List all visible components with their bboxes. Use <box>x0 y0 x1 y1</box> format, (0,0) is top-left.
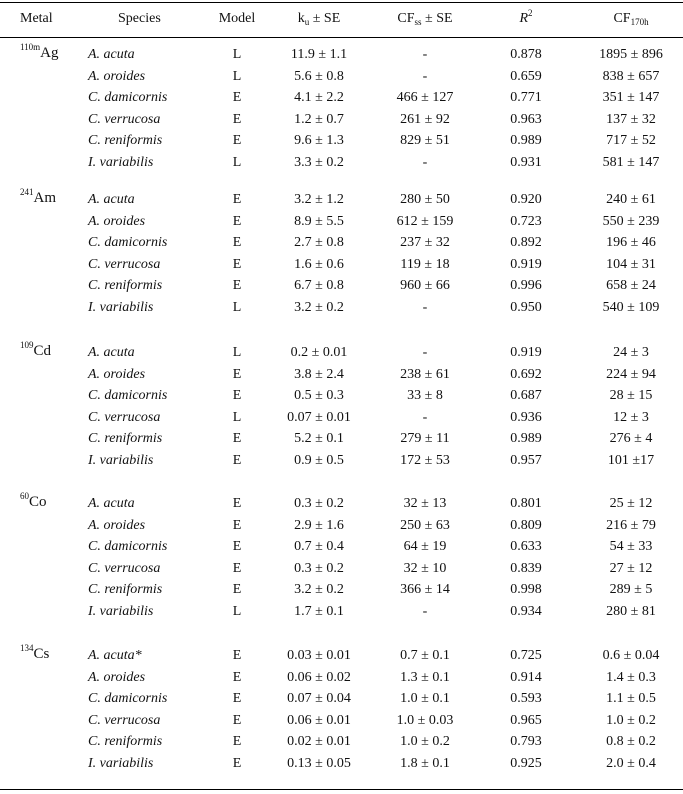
cfss-cell: 33 ± 8 <box>407 388 443 403</box>
ku-cell: 0.03 ± 0.01 <box>287 648 351 663</box>
model-cell: L <box>232 409 242 425</box>
cfss-cell: 237 ± 32 <box>400 235 450 250</box>
r2-cell: 0.687 <box>510 388 542 403</box>
cfss-cell: 172 ± 53 <box>400 452 450 468</box>
header-cf170h-main: CF <box>613 11 631 26</box>
ku-cell: 2.7 ± 0.8 <box>294 235 344 250</box>
ku-cell: 0.3 ± 0.2 <box>294 560 344 576</box>
r2-cell: 0.957 <box>510 452 542 468</box>
cf170h-cell: 104 ± 31 <box>606 256 656 272</box>
table-top-rule <box>0 2 683 3</box>
species-cell: I. variabilis <box>88 154 154 170</box>
cfss-cell: 261 ± 92 <box>400 111 450 127</box>
cf170h-cell: 25 ± 12 <box>609 496 653 511</box>
species-cell: C. damicornis <box>88 388 168 403</box>
header-cfss-tail: ± SE <box>421 11 453 26</box>
model-cell: E <box>232 133 242 148</box>
header-species: Species <box>118 11 161 26</box>
cf170h-cell: 1895 ± 896 <box>599 47 663 62</box>
model-cell: E <box>232 734 242 749</box>
r2-cell: 0.919 <box>510 345 542 360</box>
model-cell: E <box>232 582 242 597</box>
cfss-cell: - <box>422 47 428 62</box>
metal-mass-number: 134 <box>20 643 34 653</box>
header-cfss-sub: ss <box>414 17 422 27</box>
header-ku-main: k <box>297 11 305 26</box>
r2-cell: 0.659 <box>510 68 542 84</box>
species-cell: C. verrucosa <box>88 712 161 728</box>
cf170h-cell: 1.1 ± 0.5 <box>606 691 656 706</box>
model-cell: E <box>232 648 242 663</box>
r2-cell: 0.723 <box>510 213 542 229</box>
species-cell: C. damicornis <box>88 691 168 706</box>
cf170h-cell: 27 ± 12 <box>609 560 653 576</box>
ku-cell: 3.2 ± 0.2 <box>294 582 344 597</box>
model-cell: E <box>232 539 242 554</box>
ku-cell: 0.5 ± 0.3 <box>294 388 344 403</box>
cf170h-cell: 2.0 ± 0.4 <box>606 755 656 771</box>
ku-cell: 1.6 ± 0.6 <box>294 256 344 272</box>
metal-element: Co <box>29 494 47 510</box>
cfss-cell: 119 ± 18 <box>400 256 450 272</box>
species-cell: A. oroides <box>88 517 146 533</box>
r2-cell: 0.996 <box>510 278 542 293</box>
cf170h-cell: 289 ± 5 <box>609 582 653 597</box>
header-ku-sub: u <box>304 17 310 27</box>
header-r2 <box>519 10 532 28</box>
ku-cell: 8.9 ± 5.5 <box>294 213 344 229</box>
cfss-cell: - <box>422 154 428 170</box>
cf170h-cell: 280 ± 81 <box>606 603 656 619</box>
model-cell: E <box>232 235 242 250</box>
r2-cell: 0.878 <box>510 47 542 62</box>
header-cf170h <box>613 10 648 28</box>
cfss-cell: 64 ± 19 <box>403 539 447 554</box>
metal-label <box>20 43 59 63</box>
model-cell: E <box>232 431 242 446</box>
metal-label <box>20 188 56 208</box>
r2-cell: 0.809 <box>510 517 542 533</box>
ku-cell: 0.13 ± 0.05 <box>287 755 351 771</box>
model-cell: L <box>232 68 242 84</box>
model-cell: E <box>232 366 242 382</box>
cf170h-cell: 838 ± 657 <box>602 68 660 84</box>
header-ku <box>298 10 341 28</box>
r2-cell: 0.965 <box>510 712 542 728</box>
model-cell: L <box>232 47 242 62</box>
cf170h-cell: 12 ± 3 <box>613 409 649 425</box>
model-cell: L <box>232 345 242 360</box>
cf170h-cell: 137 ± 32 <box>606 111 656 127</box>
model-cell: L <box>232 299 242 315</box>
model-cell: E <box>232 278 242 293</box>
species-cell: C. verrucosa <box>88 111 161 127</box>
cf170h-cell: 28 ± 15 <box>609 388 653 403</box>
species-cell: C. reniformis <box>88 278 163 293</box>
cfss-cell: - <box>422 409 428 425</box>
species-cell: C. damicornis <box>88 90 168 105</box>
cf170h-cell: 24 ± 3 <box>613 345 649 360</box>
cfss-cell: 466 ± 127 <box>396 90 454 105</box>
r2-cell: 0.934 <box>510 603 542 619</box>
ku-cell: 5.2 ± 0.1 <box>294 431 344 446</box>
cfss-cell: 32 ± 13 <box>403 496 447 511</box>
species-cell: C. verrucosa <box>88 256 161 272</box>
metal-element: Cd <box>33 343 52 359</box>
ku-cell: 0.02 ± 0.01 <box>287 734 351 749</box>
species-cell: C. verrucosa <box>88 409 161 425</box>
ku-cell: 3.2 ± 1.2 <box>294 192 344 207</box>
species-cell: A. acuta <box>88 345 135 360</box>
metal-mass-number: 110m <box>20 42 41 52</box>
ku-cell: 0.2 ± 0.01 <box>290 345 348 360</box>
cf170h-cell: 351 ± 147 <box>602 90 660 105</box>
cfss-cell: - <box>422 345 428 360</box>
species-cell: C. reniformis <box>88 734 163 749</box>
cf170h-cell: 101 ±17 <box>607 452 655 468</box>
species-cell: I. variabilis <box>88 755 154 771</box>
species-cell: A. acuta <box>88 496 135 511</box>
r2-cell: 0.931 <box>510 154 542 170</box>
species-cell: A. oroides <box>88 213 146 229</box>
cf170h-cell: 658 ± 24 <box>606 278 656 293</box>
cfss-cell: 960 ± 66 <box>400 278 450 293</box>
ku-cell: 0.7 ± 0.4 <box>294 539 344 554</box>
cf170h-cell: 717 ± 52 <box>606 133 656 148</box>
cfss-cell: 1.8 ± 0.1 <box>400 755 450 771</box>
cfss-cell: - <box>422 299 428 315</box>
model-cell: E <box>232 213 242 229</box>
species-cell: I. variabilis <box>88 299 154 315</box>
model-cell: E <box>232 496 242 511</box>
ku-cell: 4.1 ± 2.2 <box>294 90 344 105</box>
r2-cell: 0.989 <box>510 431 542 446</box>
r2-cell: 0.919 <box>510 256 542 272</box>
r2-cell: 0.839 <box>510 560 542 576</box>
cfss-cell: 1.0 ± 0.2 <box>400 734 450 749</box>
header-cfss-main: CF <box>397 11 415 26</box>
cfss-cell: 0.7 ± 0.1 <box>400 648 450 663</box>
cfss-cell: 1.3 ± 0.1 <box>400 669 450 685</box>
cfss-cell: 1.0 ± 0.1 <box>400 691 450 706</box>
metal-mass-number: 109 <box>20 340 34 350</box>
cf170h-cell: 540 ± 109 <box>602 299 660 315</box>
metal-mass-number: 241 <box>20 187 34 197</box>
species-cell: C. verrucosa <box>88 560 161 576</box>
ku-cell: 1.2 ± 0.7 <box>294 111 344 127</box>
header-cf170h-sub: 170h <box>630 17 649 27</box>
model-cell: E <box>232 691 242 706</box>
cfss-cell: 279 ± 11 <box>400 431 450 446</box>
cf170h-cell: 1.4 ± 0.3 <box>606 669 656 685</box>
ku-cell: 9.6 ± 1.3 <box>294 133 344 148</box>
r2-cell: 0.963 <box>510 111 542 127</box>
model-cell: E <box>232 192 242 207</box>
ku-cell: 3.3 ± 0.2 <box>294 154 344 170</box>
species-cell: C. damicornis <box>88 235 168 250</box>
model-cell: E <box>232 111 242 127</box>
species-cell: I. variabilis <box>88 452 154 468</box>
cfss-cell: 1.0 ± 0.03 <box>396 712 454 728</box>
cf170h-cell: 240 ± 61 <box>606 192 656 207</box>
ku-cell: 3.2 ± 0.2 <box>294 299 344 315</box>
cf170h-cell: 0.6 ± 0.04 <box>602 648 660 663</box>
metal-element: Ag <box>40 45 59 61</box>
species-cell: A. oroides <box>88 366 146 382</box>
r2-cell: 0.998 <box>510 582 542 597</box>
species-cell: A. acuta <box>88 192 135 207</box>
ku-cell: 0.07 ± 0.04 <box>287 691 351 706</box>
species-cell: C. reniformis <box>88 133 163 148</box>
metal-label <box>20 644 49 664</box>
cfss-cell: 612 ± 159 <box>396 213 454 229</box>
r2-cell: 0.925 <box>510 755 542 771</box>
ku-cell: 11.9 ± 1.1 <box>290 47 348 62</box>
table-bottom-rule <box>0 789 683 790</box>
metal-mass-number: 60 <box>20 491 29 501</box>
r2-cell: 0.914 <box>510 669 542 685</box>
ku-cell: 1.7 ± 0.1 <box>294 603 344 619</box>
cf170h-cell: 54 ± 33 <box>609 539 653 554</box>
cf170h-cell: 276 ± 4 <box>609 431 653 446</box>
header-r2-main: R <box>519 11 529 26</box>
cf170h-cell: 224 ± 94 <box>606 366 656 382</box>
r2-cell: 0.801 <box>510 496 542 511</box>
r2-cell: 0.593 <box>510 691 542 706</box>
model-cell: E <box>232 755 242 771</box>
cfss-cell: 829 ± 51 <box>400 133 450 148</box>
model-cell: L <box>232 154 242 170</box>
metal-element: Cs <box>33 646 50 662</box>
cfss-cell: 32 ± 10 <box>403 560 447 576</box>
r2-cell: 0.633 <box>510 539 542 554</box>
ku-cell: 5.6 ± 0.8 <box>294 68 344 84</box>
model-cell: E <box>232 256 242 272</box>
r2-cell: 0.892 <box>510 235 542 250</box>
ku-cell: 0.06 ± 0.02 <box>287 669 351 685</box>
ku-cell: 0.3 ± 0.2 <box>294 496 344 511</box>
ku-cell: 0.9 ± 0.5 <box>294 452 344 468</box>
header-ku-tail: ± SE <box>309 11 341 26</box>
species-cell: C. reniformis <box>88 431 163 446</box>
cfss-cell: 366 ± 14 <box>400 582 450 597</box>
header-model: Model <box>218 11 256 26</box>
cf170h-cell: 550 ± 239 <box>602 213 660 229</box>
r2-cell: 0.950 <box>510 299 542 315</box>
model-cell: E <box>232 517 242 533</box>
species-cell: A. acuta* <box>88 648 142 663</box>
species-cell: A. oroides <box>88 68 146 84</box>
cf170h-cell: 216 ± 79 <box>606 517 656 533</box>
cf170h-cell: 581 ± 147 <box>602 154 660 170</box>
cf170h-cell: 0.8 ± 0.2 <box>606 734 656 749</box>
cf170h-cell: 196 ± 46 <box>606 235 656 250</box>
species-cell: C. reniformis <box>88 582 163 597</box>
model-cell: L <box>232 603 242 619</box>
species-cell: A. oroides <box>88 669 146 685</box>
header-r2-sup: 2 <box>528 8 533 18</box>
header-rule <box>0 37 683 38</box>
r2-cell: 0.920 <box>510 192 542 207</box>
metal-element: Am <box>33 190 56 206</box>
r2-cell: 0.936 <box>510 409 542 425</box>
metal-label <box>20 492 47 512</box>
r2-cell: 0.725 <box>510 648 542 663</box>
ku-cell: 0.07 ± 0.01 <box>287 409 351 425</box>
header-metal: Metal <box>20 11 53 26</box>
cfss-cell: 238 ± 61 <box>400 366 450 382</box>
model-cell: E <box>232 452 242 468</box>
model-cell: E <box>232 388 242 403</box>
cfss-cell: - <box>422 603 428 619</box>
header-cfss <box>397 10 452 28</box>
cf170h-cell: 1.0 ± 0.2 <box>606 712 656 728</box>
species-cell: C. damicornis <box>88 539 168 554</box>
metal-label <box>20 341 51 361</box>
r2-cell: 0.989 <box>510 133 542 148</box>
cfss-cell: - <box>422 68 428 84</box>
r2-cell: 0.793 <box>510 734 542 749</box>
model-cell: E <box>232 90 242 105</box>
species-cell: I. variabilis <box>88 603 154 619</box>
ku-cell: 0.06 ± 0.01 <box>287 712 351 728</box>
model-cell: E <box>232 669 242 685</box>
r2-cell: 0.771 <box>510 90 542 105</box>
ku-cell: 2.9 ± 1.6 <box>294 517 344 533</box>
cfss-cell: 280 ± 50 <box>400 192 450 207</box>
ku-cell: 3.8 ± 2.4 <box>294 366 344 382</box>
species-cell: A. acuta <box>88 47 135 62</box>
ku-cell: 6.7 ± 0.8 <box>294 278 344 293</box>
cfss-cell: 250 ± 63 <box>400 517 450 533</box>
model-cell: E <box>232 712 242 728</box>
r2-cell: 0.692 <box>510 366 542 382</box>
model-cell: E <box>232 560 242 576</box>
